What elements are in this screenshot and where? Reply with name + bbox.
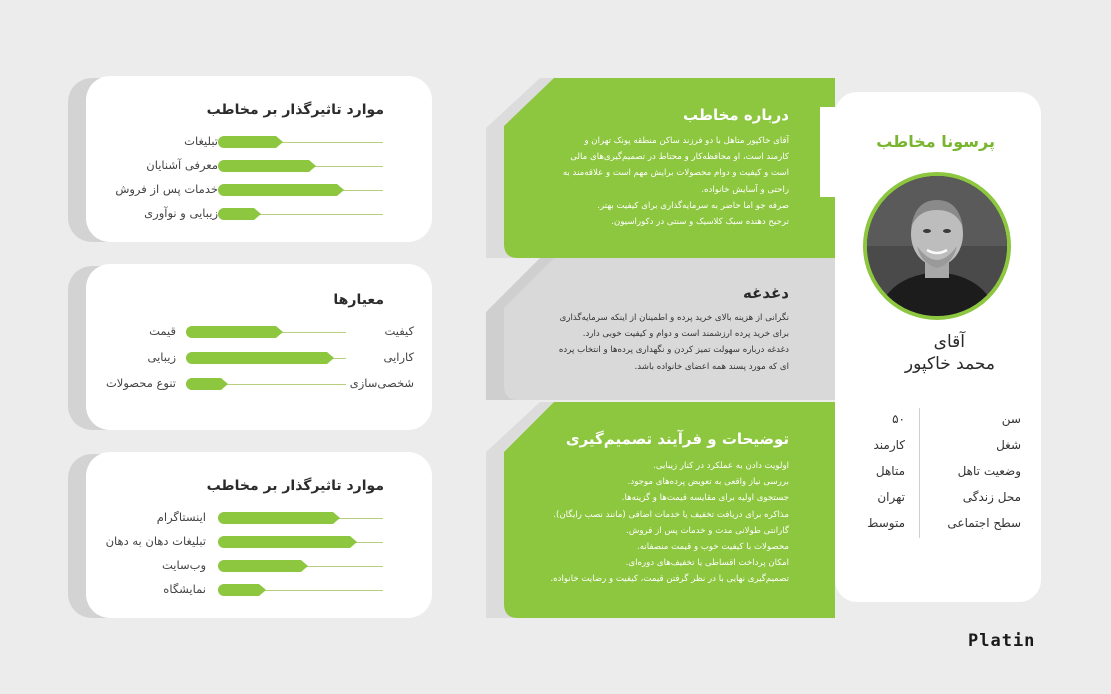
decision-line: تصمیم‌گیری نهایی با در نظر گرفتن قیمت، کیفیت و رضایت خانواده. (550, 574, 789, 585)
persona-name-prefix: آقای (933, 332, 965, 352)
decision-line: بررسی نیاز واقعی به تعویض پرده‌های موجود. (627, 477, 789, 488)
criteria-label: شخصی‌سازی (349, 376, 414, 390)
criteria-label: کارایی (383, 350, 414, 364)
about-line: آقای خاکپور متاهل با دو فرزند ساکن منطقه پونک تهران و (584, 136, 789, 146)
persona-field-value: تهران (877, 490, 905, 504)
brand-logo: Platin (968, 631, 1036, 651)
decision-block (504, 402, 835, 618)
persona-field-value: متاهل (875, 464, 905, 478)
about-line: صرفه جو اما حاضر به سرمایه‌گذاری برای کیفیت بهتر. (597, 200, 789, 211)
decision-line: جستجوی اولیه برای مقایسه قیمت‌ها و گزینه‌ها. (621, 493, 789, 504)
influence2-label: اینستاگرام (156, 510, 206, 524)
concern-line: دغدغه درباره سهولت تمیز کردن و نگهداری پرده‌ها و انتخاب پرده (558, 345, 789, 356)
decision-line: محصولات با کیفیت خوب و قیمت منصفانه. (637, 542, 789, 553)
persona-card (835, 92, 1041, 602)
persona-field-key: سطح اجتماعی (947, 516, 1021, 530)
decision-line: امکان پرداخت اقساطی یا تخفیف‌های دوره‌ای. (625, 558, 789, 569)
about-line: است و کیفیت و دوام محصولات برایش مهم است و علاقه‌مند به (562, 168, 789, 179)
decision-body (519, 458, 789, 588)
persona-title: پرسونا مخاطب (876, 132, 995, 151)
concern-body (519, 310, 789, 375)
persona-field-value: متوسط (867, 516, 905, 530)
criteria-sublabel: تنوع محصولات (105, 376, 176, 390)
persona-field-key: وضعیت تاهل (957, 464, 1021, 478)
avatar (863, 172, 1011, 320)
influence1-label: تبلیغات (184, 134, 218, 148)
decision-line: مذاکره برای دریافت تخفیف یا خدمات اضافی (مانند نصب رایگان). (553, 509, 789, 520)
persona-name: محمد خاکپور (904, 354, 995, 374)
concern-title: دغدغه (743, 284, 789, 302)
influence2-label: وب‌سایت (161, 558, 206, 572)
about-body (519, 133, 789, 230)
persona-tab (820, 107, 860, 197)
persona-field-key: محل زندگی (962, 490, 1021, 504)
about-line: کارمند است، او محافظه‌کار و محتاط در تصمیم‌گیری‌های مالی (570, 152, 789, 163)
about-title: درباره مخاطب (682, 106, 789, 124)
concern-line: ای که مورد پسند همه اعضای خانواده باشد. (634, 361, 789, 372)
divider (919, 408, 920, 538)
criteria-label: کیفیت (384, 324, 414, 338)
persona-field-value: ۵۰ (892, 412, 905, 426)
criteria-sublabel: زیبایی (147, 350, 176, 364)
influence2-label: تبلیغات دهان به دهان (105, 534, 206, 548)
influence1-label: زیبایی و نوآوری (144, 206, 218, 220)
criteria-card-title: معیارها (333, 292, 384, 308)
concern-line: برای خرید پرده ارزشمند است و دوام و کیفیت خوبی دارد. (582, 329, 789, 340)
decision-line: گارانتی طولانی مدت و خدمات پس از فروش. (626, 525, 789, 536)
influence1-label: معرفی آشنایان (146, 158, 218, 172)
about-line: ترجیح دهنده سبک کلاسیک و سنتی در دکوراسیون. (611, 217, 789, 228)
about-block (504, 78, 835, 258)
person-photo-icon (867, 176, 1007, 316)
influence-card-2-title: موارد تاثیرگذار بر مخاطب (206, 478, 384, 494)
criteria-sublabel: قیمت (149, 324, 176, 338)
persona-field-key: شغل (996, 438, 1021, 452)
influence-card-1-title: موارد تاثیرگذار بر مخاطب (206, 102, 384, 118)
influence1-label: خدمات پس از فروش (115, 182, 218, 196)
decision-line: اولویت دادن به عملکرد در کنار زیبایی. (653, 461, 789, 471)
influence2-label: نمایشگاه (163, 582, 206, 596)
concern-line: نگرانی از هزینه بالای خرید پرده و اطمینان از اینکه سرمایه‌گذاری (559, 313, 789, 323)
about-line: راحتی و آسایش خانواده. (701, 184, 789, 195)
decision-title: توضیحات و فرآیند تصمیم‌گیری (565, 430, 789, 448)
persona-field-key: سن (1001, 412, 1021, 426)
persona-field-value: کارمند (873, 438, 905, 452)
concern-block (504, 258, 835, 400)
